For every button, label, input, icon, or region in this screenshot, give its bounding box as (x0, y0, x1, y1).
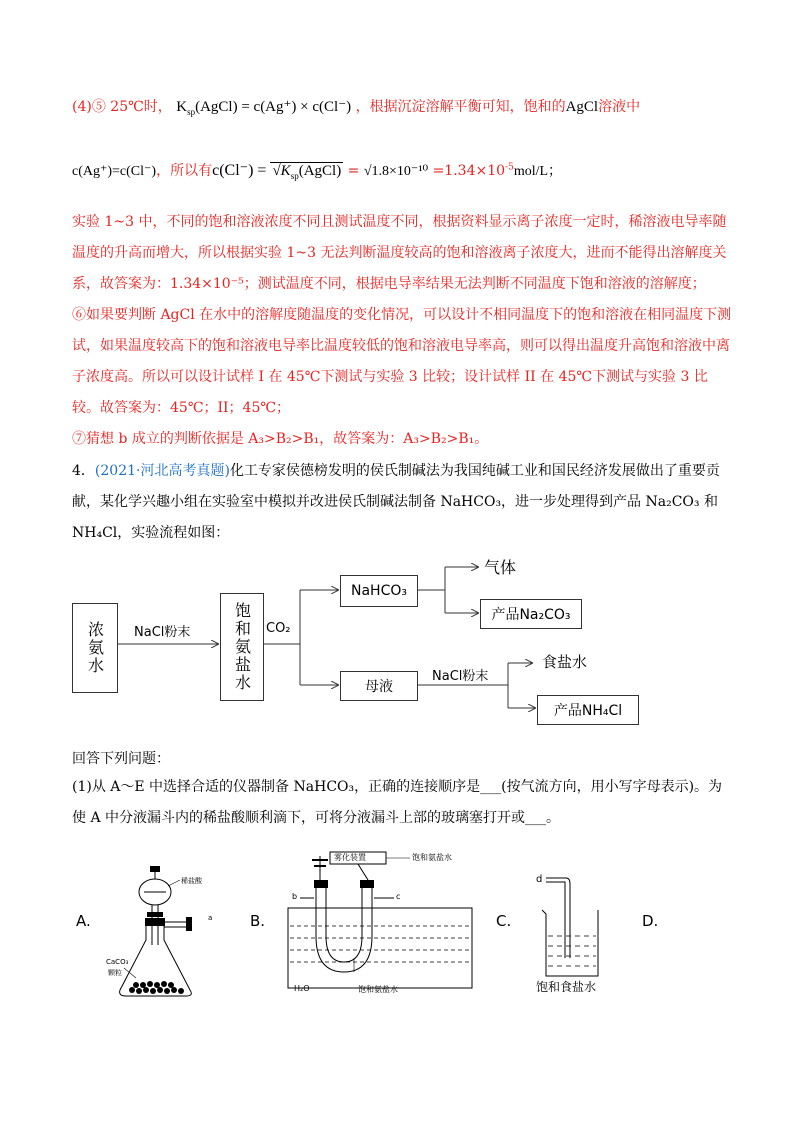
solution-paragraph-1: 实验 1~3 中，不同的饱和溶液浓度不同且测试温度不同，根据资料显示离子浓度一定时，稀溶液电导率随温度的升高而增大，所以根据实验 1~3 无法判断温度较高的饱和溶液离子浓度大，进而不能得出溶解度关系，故答案为：1.34×10⁻⁵；测试温度不同，根据电导率结果无法判断不同温度下饱和溶液的溶解度； (72, 214, 727, 292)
sqrt-value: √1.8×10⁻¹⁰ (363, 164, 429, 179)
option-a-label: A. (76, 912, 91, 930)
flow-output-gas: 气体 (484, 558, 517, 577)
label-saturated-ammonia-brine-top: 饱和氨盐水 (412, 853, 452, 862)
flow-label-nacl-1: NaCl粉末 (134, 625, 191, 640)
apparatus-row (0, 840, 800, 1010)
flow-box-nh4cl: 产品NH₄Cl (537, 695, 639, 725)
flow-arrows (0, 545, 800, 735)
solution-line-2: c(Ag⁺)=c(Cl⁻)，所以有$c(Cl^-) = √K_{sp}(AgCl) = √1.8\times 10^{-10} =1.34\times 10^{-5}mol/L$； (72, 162, 563, 181)
option-b-label: B. (250, 912, 266, 930)
agcl-formula: AgCl (565, 99, 599, 115)
label-water: H₂O (294, 984, 310, 993)
ion-equality: c(Ag⁺)=c(Cl⁻) (72, 164, 157, 179)
line1-prefix: (4)⑤ 25℃时， (72, 99, 172, 115)
flow-output-brine: 食盐水 (542, 653, 588, 671)
line2-mid: ，所以有 (156, 163, 213, 179)
result-value: =1.34×10 (428, 163, 506, 179)
flow-label-co2: CO₂ (266, 621, 291, 636)
line1-mid: ，根据沉淀溶解平衡可知，饱和的 (355, 99, 566, 115)
line1-end: 溶液中 (598, 99, 641, 115)
ksp-symbol: K (176, 99, 188, 115)
label-granules: 颗粒 (108, 969, 122, 977)
port-c: c (396, 892, 401, 901)
flow-box-nahco3: NaHCO₃ (340, 575, 418, 607)
option-d-label: D. (642, 912, 659, 930)
solution-paragraph-3: ⑦猜想 b 成立的判断依据是 A₃>B₂>B₁，故答案为：A₃>B₂>B₁。 (72, 431, 489, 447)
flow-box-ammonia: 浓氨水 (72, 603, 118, 693)
label-saturated-ammonia-brine-bottom: 饱和氨盐水 (358, 985, 398, 994)
sub-question-1: (1)从 A～E 中选择合适的仪器制备 NaHCO₃，正确的连接顺序是___(按气流方向，用小写字母表示)。为使 A 中分液漏斗内的稀盐酸顺利滴下，可将分液漏斗上部的玻璃塞打开或___。 (72, 779, 723, 826)
caco3-granules (129, 981, 184, 994)
solution-paragraph-2: ⑥如果要判断 AgCl 在水中的溶解度随温度的变化情况，可以设计不相同温度下的饱和溶液在相同温度下测试，如果温度较高下的饱和溶液电导率比温度较低的饱和溶液电导率高，则可以得出温度升高饱和溶液中离子浓度高。所以可以设计试样 I 在 45℃下测试与实验 3 比较；设计试样 II 在 45℃下测试与实验 3 比较。故答案为：45℃；II；45℃； (72, 307, 732, 416)
question-4 (72, 456, 732, 549)
answer-intro: 回答下列问题： (72, 751, 170, 767)
option-c-label: C. (496, 912, 512, 930)
question-number: 4． (72, 463, 95, 479)
apparatus-c-beaker (536, 870, 606, 980)
apparatus-b-utube (280, 846, 480, 996)
flow-box-mother-liquor: 母液 (340, 671, 418, 701)
label-caco3: CaCO₃ (106, 958, 129, 966)
label-dilute-hcl: 稀盐酸 (181, 877, 202, 885)
flow-label-nacl-2: NaCl粉末 (432, 669, 489, 684)
sqrt-ksp: $√K_{sp}(AgCl)$ (272, 163, 342, 181)
port-d: d (536, 874, 543, 885)
flow-box-saturated: 饱和氨盐水 (220, 593, 264, 701)
label-atomizer: 雾化装置 (334, 853, 366, 862)
port-a: a (208, 914, 213, 922)
label-saturated-brine: 饱和食盐水 (536, 980, 597, 994)
solution-line-1: (4)⑤ 25℃时， $K_{sp}(AgCl) = c(Ag^+) \times c(Cl^-)$ ，根据沉淀溶解平衡可知，饱和的AgCl溶液中 (72, 99, 641, 117)
question-source-link[interactable]: (2021·河北高考真题) (94, 463, 230, 479)
apparatus-a-flask (100, 850, 215, 1010)
port-b: b (292, 892, 298, 901)
cl-conc: c(Cl⁻) = (212, 162, 271, 179)
flow-chart (0, 545, 800, 735)
flow-box-na2co3: 产品Na₂CO₃ (480, 599, 582, 629)
question-text: 化工专家侯德榜发明的侯氏制碱法为我国纯碱工业和国民经济发展做出了重要贡献，某化学兴趣小组在实验室中模拟并改进侯氏制碱法制备 NaHCO₃，进一步处理得到产品 Na₂CO₃ 和 NH₄Cl，实验流程如图： (72, 463, 720, 541)
unit: mol/L； (513, 164, 563, 179)
ksp-equation: (AgCl) = c(Ag⁺) × c(Cl⁻) (195, 99, 352, 115)
